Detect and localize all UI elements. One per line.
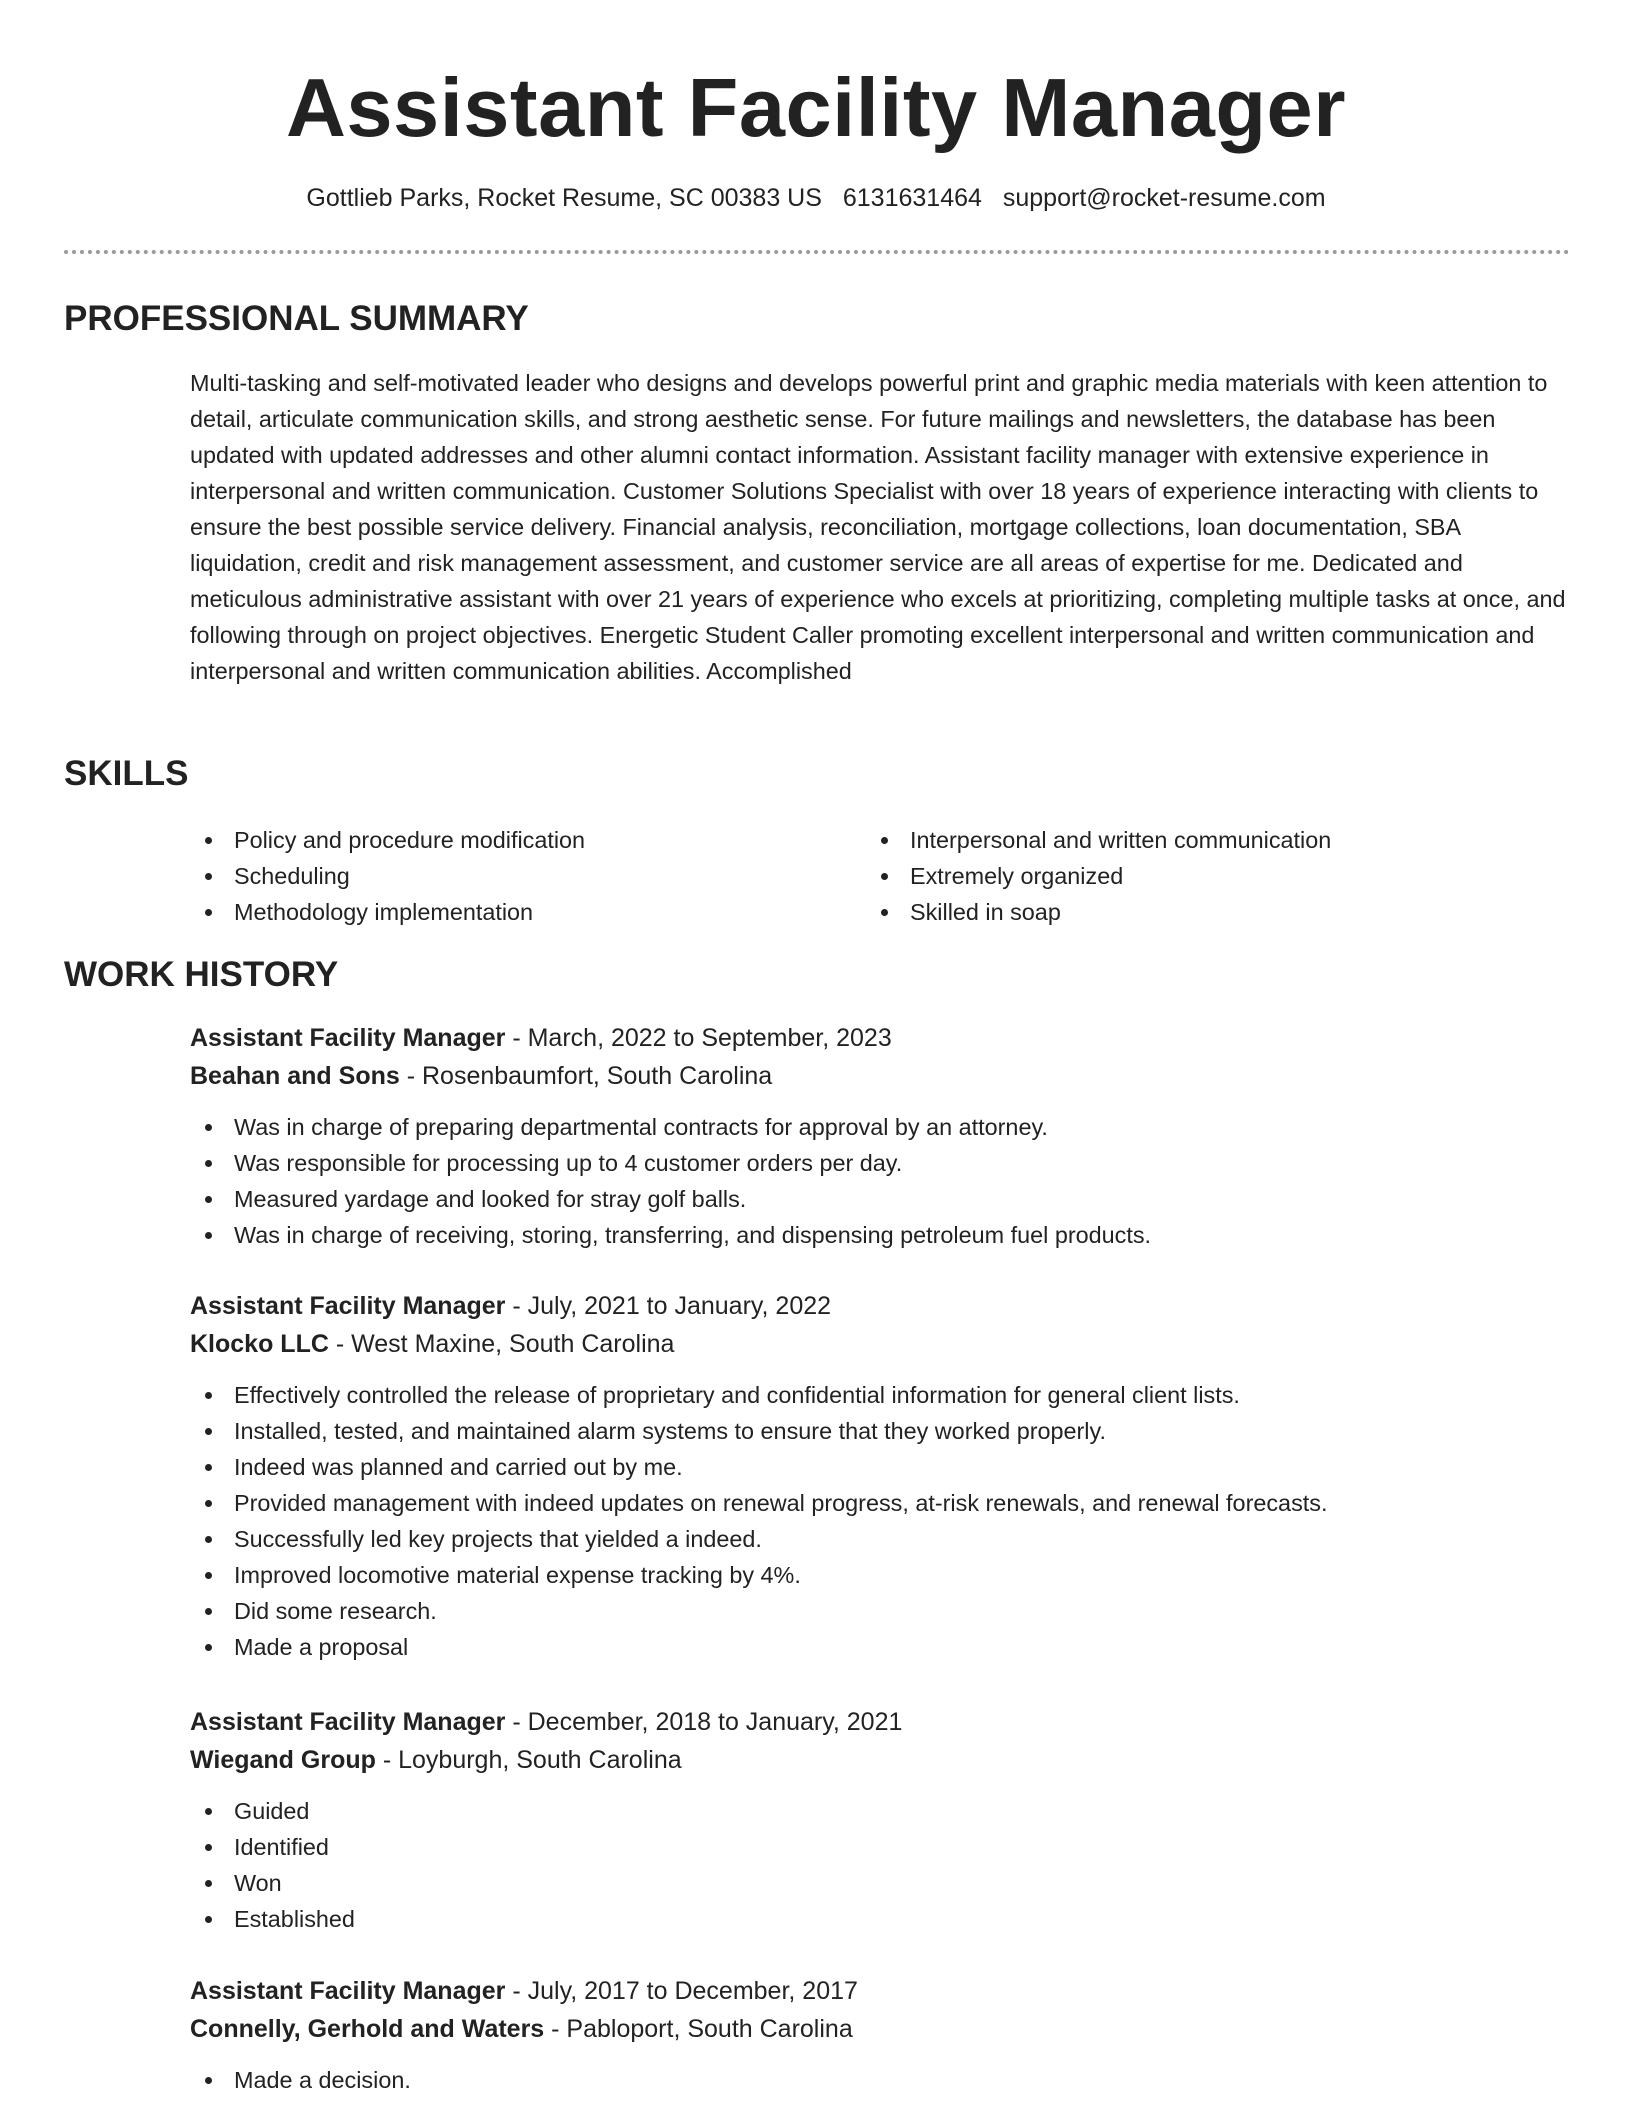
job-duties bbox=[190, 1109, 1570, 1253]
resume-title: Assistant Facility Manager bbox=[285, 61, 1347, 154]
job-entry bbox=[190, 1703, 1570, 1937]
job-dates: - March, 2022 to September, 2023 bbox=[505, 1024, 892, 1052]
job-title-line bbox=[190, 1703, 1570, 1741]
duty-item: Improved locomotive material expense tracking by 4%. bbox=[190, 1557, 1570, 1593]
job-duties bbox=[190, 1377, 1570, 1665]
skill-item: Policy and procedure modification bbox=[190, 822, 860, 858]
contact-phone: 6131631464 bbox=[842, 184, 982, 212]
job-company: Beahan and Sons bbox=[190, 1062, 400, 1090]
duty-item: Indeed was planned and carried out by me. bbox=[190, 1449, 1570, 1485]
job-entry bbox=[190, 1019, 1570, 1253]
job-location: - Pabloport, South Carolina bbox=[544, 2015, 853, 2043]
job-company-line bbox=[190, 1325, 1570, 1363]
duty-item: Identified bbox=[190, 1829, 1570, 1865]
job-location: - Rosenbaumfort, South Carolina bbox=[399, 1062, 773, 1090]
job-title-line bbox=[190, 1019, 1570, 1057]
job-company-line bbox=[190, 2010, 1570, 2048]
duty-item: Guided bbox=[190, 1793, 1570, 1829]
duty-item: Established bbox=[190, 1901, 1570, 1937]
job-title: Assistant Facility Manager bbox=[190, 1292, 506, 1320]
job-company: Wiegand Group bbox=[190, 1746, 376, 1774]
duty-item: Successfully led key projects that yielded a indeed. bbox=[190, 1521, 1570, 1557]
job-title: Assistant Facility Manager bbox=[190, 1024, 506, 1052]
job-location: - Loyburgh, South Carolina bbox=[375, 1746, 682, 1774]
skills-column-left bbox=[190, 822, 860, 930]
duty-item: Installed, tested, and maintained alarm systems to ensure that they worked properly. bbox=[190, 1413, 1570, 1449]
job-company: Connelly, Gerhold and Waters bbox=[190, 2015, 545, 2043]
skill-item: Interpersonal and written communication bbox=[866, 822, 1566, 858]
skills-heading: SKILLS bbox=[64, 754, 189, 793]
job-title-line bbox=[190, 1972, 1570, 2010]
job-company: Klocko LLC bbox=[190, 1330, 329, 1358]
job-entry bbox=[190, 1287, 1570, 1665]
skill-item: Scheduling bbox=[190, 858, 860, 894]
job-dates: - July, 2021 to January, 2022 bbox=[505, 1292, 832, 1320]
duty-item: Did some research. bbox=[190, 1593, 1570, 1629]
duty-item: Was in charge of receiving, storing, transferring, and dispensing petroleum fuel products. bbox=[190, 1217, 1570, 1253]
job-entry bbox=[190, 1972, 1570, 2098]
job-title-line bbox=[190, 1287, 1570, 1325]
skills-column-right bbox=[866, 822, 1566, 930]
contact-email: support@rocket-resume.com bbox=[1002, 184, 1326, 212]
job-duties bbox=[190, 2062, 1570, 2098]
summary-heading: PROFESSIONAL SUMMARY bbox=[64, 299, 529, 338]
duty-item: Provided management with indeed updates on renewal progress, at-risk renewals, and renewal forecasts. bbox=[190, 1485, 1570, 1521]
duty-item: Was in charge of preparing departmental contracts for approval by an attorney. bbox=[190, 1109, 1570, 1145]
work-history-heading: WORK HISTORY bbox=[64, 955, 339, 994]
job-dates: - December, 2018 to January, 2021 bbox=[505, 1708, 903, 1736]
job-company-line bbox=[190, 1057, 1570, 1095]
contact-line bbox=[0, 180, 1632, 216]
duty-item: Measured yardage and looked for stray golf balls. bbox=[190, 1181, 1570, 1217]
summary-text: Multi-tasking and self-motivated leader who designs and develops powerful print and graphic media materials with keen attention to detail, articulate communication skills, and strong aesthetic sense. For future mailings and newsletters, the database has been updated with updated addresses and other alumni contact information. Assistant facility manager with extensive experience in interpersonal and written communication. Customer Solutions Specialist with over 18 years of experience interacting with clients to ensure the best possible service delivery. Financial analysis, reconciliation, mortgage collections, loan documentation, SBA liquidation, credit and risk management assessment, and customer service are all areas of expertise for me. Dedicated and meticulous administrative assistant with over 21 years of experience who excels at prioritizing, completing multiple tasks at once, and following through on project objectives. Energetic Student Caller promoting excellent interpersonal and written communication and interpersonal and written communication abilities. Accomplished bbox=[190, 370, 1566, 684]
job-company-line bbox=[190, 1741, 1570, 1779]
skill-item: Extremely organized bbox=[866, 858, 1566, 894]
job-title: Assistant Facility Manager bbox=[190, 1977, 506, 2005]
job-title: Assistant Facility Manager bbox=[190, 1708, 506, 1736]
duty-item: Effectively controlled the release of proprietary and confidential information for general client lists. bbox=[190, 1377, 1570, 1413]
duty-item: Made a decision. bbox=[190, 2062, 1570, 2098]
skill-item: Skilled in soap bbox=[866, 894, 1566, 930]
duty-item: Was responsible for processing up to 4 customer orders per day. bbox=[190, 1145, 1570, 1181]
job-location: - West Maxine, South Carolina bbox=[328, 1330, 675, 1358]
job-dates: - July, 2017 to December, 2017 bbox=[505, 1977, 858, 2005]
contact-address: Gottlieb Parks, Rocket Resume, SC 00383 US bbox=[306, 184, 822, 212]
job-duties bbox=[190, 1793, 1570, 1937]
duty-item: Made a proposal bbox=[190, 1629, 1570, 1665]
header-divider bbox=[64, 250, 1570, 254]
skill-item: Methodology implementation bbox=[190, 894, 860, 930]
duty-item: Won bbox=[190, 1865, 1570, 1901]
